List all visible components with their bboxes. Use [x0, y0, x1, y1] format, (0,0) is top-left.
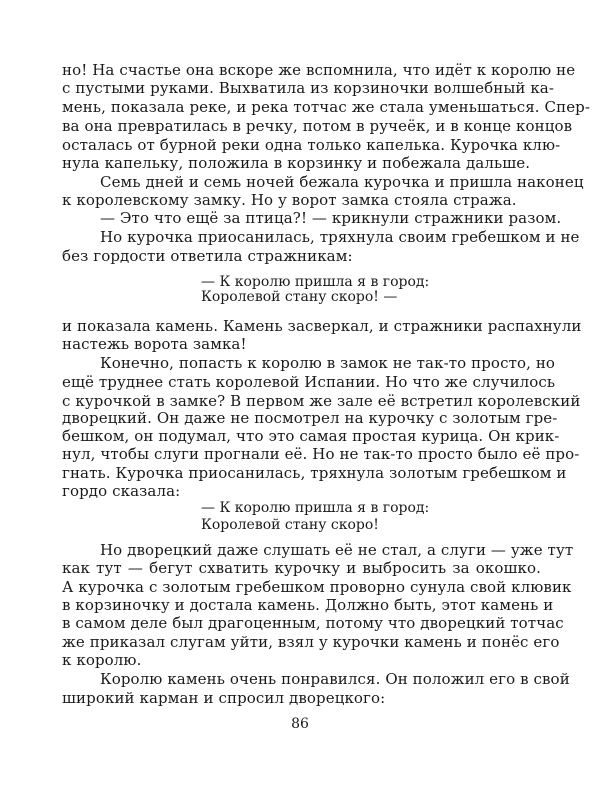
text-line: ещё труднее стать королевой Испании. Но что же случилось [62, 373, 556, 391]
text-line: Но курочка приосанилась, тряхнула своим гребешком и не [100, 228, 580, 246]
text-line: гнать. Курочка приосанилась, тряхнула золотым гребешком и [62, 464, 567, 482]
text-line: Но дворецкий даже слушать её не стал, а слуги — уже тут [100, 541, 574, 559]
text-line: но! На счастье она вскоре же вспомнила, что идёт к королю не [62, 61, 576, 79]
text-line: гордо сказала: [62, 482, 181, 500]
text-line: дворецкий. Он даже не посмотрел на курочку с золотым гре- [62, 409, 558, 427]
text-line: мень, показала реке, и река тотчас же стала уменьшаться. Спер- [62, 98, 591, 116]
verse-line: Королевой стану скоро! — [201, 289, 398, 305]
text-line: в корзиночку и достала камень. Должно быть, этот камень и [62, 596, 554, 614]
text-line: нула капельку, положила в корзинку и побежала дальше. [62, 154, 531, 172]
text-line: А курочка с золотым гребешком проворно сунула свой клювик [62, 578, 572, 596]
text-line: к королевскому замку. Но у ворот замка стояла стража. [62, 191, 517, 209]
verse-line: — К королю пришла я в город: [201, 500, 430, 516]
text-line: настежь ворота замка! [62, 335, 247, 353]
text-line: без гордости ответила стражникам: [62, 247, 353, 265]
text-line: и показала камень. Камень засверкал, и стражники распахнули [62, 317, 582, 335]
text-line: в самом деле был драгоценным, потому что дворецкий тотчас [62, 614, 564, 632]
text-line: с пустыми руками. Выхватила из корзиночки волшебный ка- [62, 79, 555, 97]
verse-line: Королевой стану скоро! [201, 517, 379, 533]
text-line: осталась от бурной реки одна только капелька. Курочка клю- [62, 136, 561, 154]
text-line: с курочкой в замке? В первом же зале её встретил королевский [62, 392, 581, 410]
text-line: Семь дней и семь ночей бежала курочка и пришла наконец [100, 173, 584, 191]
verse-line: — К королю пришла я в город: [201, 274, 430, 290]
text-line: нул, чтобы слуги прогнали её. Но не так-то просто было её про- [62, 445, 580, 463]
text-line: Конечно, попасть к королю в замок не так-то просто, но [100, 354, 556, 372]
text-line: как тут — бегут схватить курочку и выбросить за окошко. [62, 559, 541, 577]
text-line: — Это что ещё за птица?! — крикнули стражники разом. [100, 209, 562, 227]
text-line: к королю. [62, 651, 142, 669]
text-line: же приказал слугам уйти, взял у курочки камень и понёс его [62, 633, 560, 651]
text-line: Королю камень очень понравился. Он положил его в свой [100, 670, 570, 688]
page-number: 86 [291, 716, 309, 732]
text-line: бешком, он подумал, что это самая простая курица. Он крик- [62, 427, 560, 445]
text-line: ва она превратилась в речку, потом в ручеёк, и в конце концов [62, 117, 573, 135]
text-line: широкий карман и спросил дворецкого: [62, 689, 386, 707]
